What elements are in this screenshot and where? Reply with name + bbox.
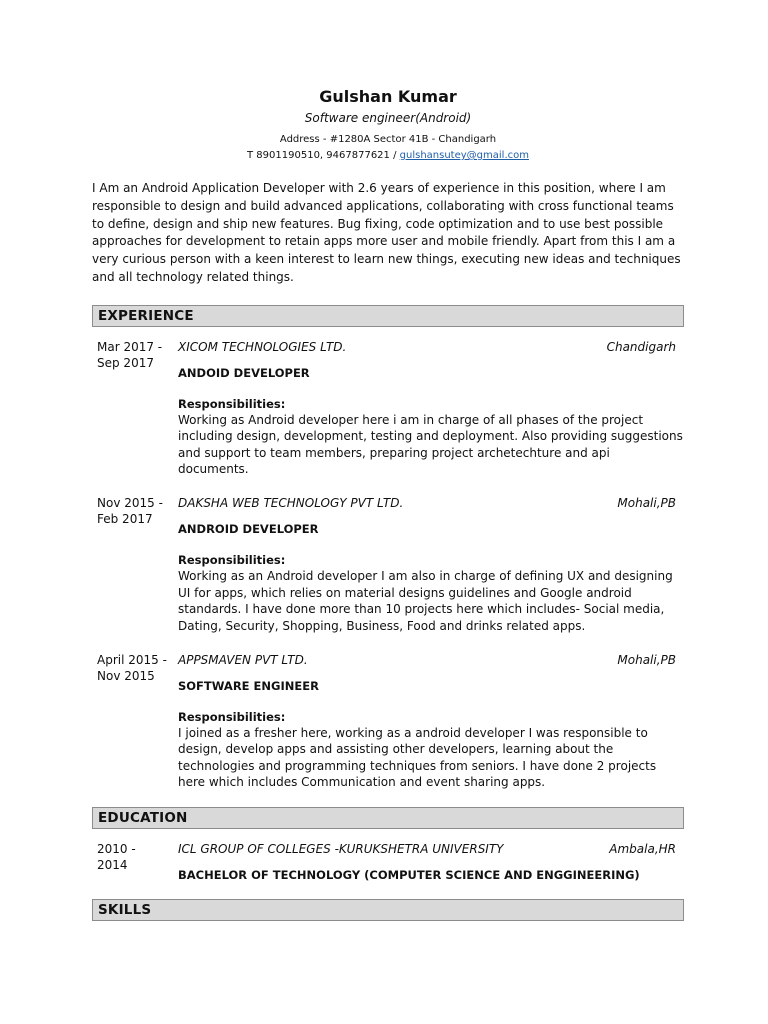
responsibilities-text: Working as Android developer here i am in charge of all phases of the project including design, development, testing and deployment. Also providing suggestions and support to team members, preparing project archetechture and api documents. — [178, 412, 683, 476]
job-title: ANDROID DEVELOPER — [178, 522, 319, 537]
degree-title: BACHELOR OF TECHNOLOGY (COMPUTER SCIENCE AND ENGGINEERING) — [178, 867, 640, 882]
responsibilities-label: Responsibilities: — [178, 553, 286, 568]
job-location: Mohali,PB — [617, 653, 676, 668]
experience-entry — [92, 495, 684, 634]
summary-paragraph: I Am an Android Application Developer with 2.6 years of experience in this position, where I am responsible to design and build advanced applications, collaborating with cross functional teams to define, design and ship new features. Bug fixing, code optimization and to use best possible approaches for development to retain apps more user and mobile friendly. Apart from this I am a very curious person with a keen interest to learn new things, executing new ideas and techniques and all technology related things. — [92, 181, 681, 284]
job-location: Mohali,PB — [617, 496, 676, 511]
company-name: DAKSHA WEB TECHNOLOGY PVT LTD. — [178, 496, 404, 511]
contact-block — [92, 132, 684, 164]
company-name: APPSMAVEN PVT LTD. — [178, 653, 308, 668]
education-section-header: EDUCATION — [92, 807, 684, 829]
email-link[interactable]: gulshansutey@gmail.com — [399, 150, 529, 161]
job-location: Chandigarh — [606, 339, 676, 354]
company-name: XICOM TECHNOLOGIES LTD. — [178, 339, 347, 354]
experience-section-header: EXPERIENCE — [92, 305, 684, 327]
responsibilities-text: I joined as a fresher here, working as a android developer I was responsible to design, develop apps and assisting other developers, learning about the technologies and programming techniques from seniors. I have done 2 projects here which includes Communication and event sharing apps. — [178, 726, 657, 790]
candidate-role: Software engineer(Android) — [304, 111, 472, 125]
school-name: ICL GROUP OF COLLEGES -KURUKSHETRA UNIVERSITY — [178, 841, 504, 856]
experience-dates: Nov 2015 - Feb 2017 — [97, 496, 163, 527]
resume-page — [92, 86, 684, 921]
skills-section-header: SKILLS — [92, 899, 684, 921]
phone-numbers: T 8901190510, 9467877621 / — [247, 150, 397, 161]
responsibilities-label: Responsibilities: — [178, 396, 286, 411]
candidate-name: Gulshan Kumar — [319, 87, 457, 106]
address-line: Address - #1280A Sector 41B - Chandigarh — [279, 134, 497, 145]
job-title: SOFTWARE ENGINEER — [178, 679, 319, 694]
responsibilities-text: Working as an Android developer I am also in charge of defining UX and designing UI for apps, which relies on material designs guidelines and Google android standards. I have done more than 10 projects here which includes- Social media, Dating, Security, Shopping, Business, Food and drinks related apps. — [178, 569, 673, 633]
school-location: Ambala,HR — [609, 841, 676, 856]
experience-dates: Mar 2017 - Sep 2017 — [97, 339, 163, 370]
responsibilities-label: Responsibilities: — [178, 710, 286, 725]
education-entry — [92, 841, 684, 883]
experience-dates: April 2015 - Nov 2015 — [97, 653, 167, 684]
phone-email-line — [92, 148, 684, 164]
experience-entry — [92, 339, 684, 478]
experience-entry — [92, 652, 684, 791]
education-dates: 2010 - 2014 — [97, 841, 136, 872]
job-title: ANDOID DEVELOPER — [178, 365, 310, 380]
